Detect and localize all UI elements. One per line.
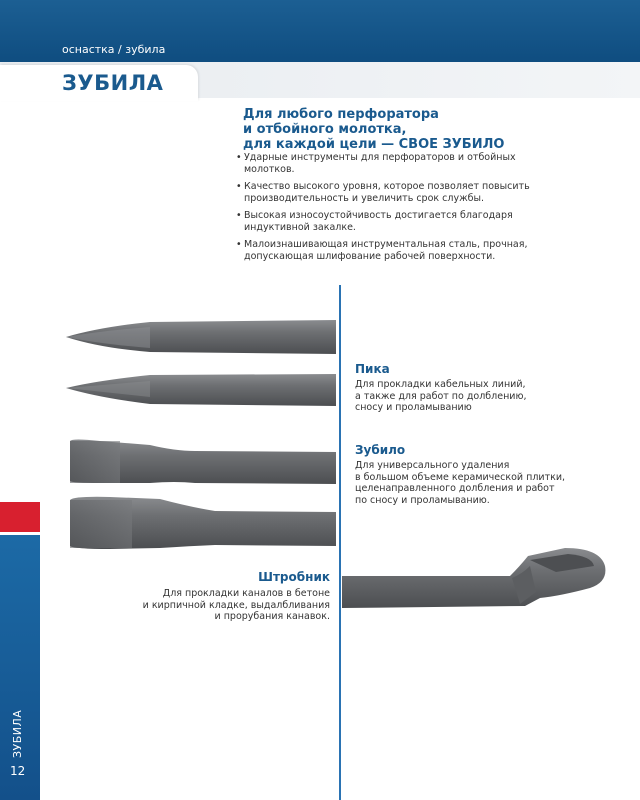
flat-chisel-illustration <box>70 440 336 485</box>
headline-line: Для любого перфоратора <box>243 107 439 122</box>
desc-line: Для прокладки каналов в бетоне <box>162 588 330 599</box>
tool-desc-zubilo <box>355 460 565 506</box>
desc-line: Для универсального удаления <box>355 460 510 471</box>
feature-item: • Малоизнашивающая инструментальная сталь, прочная, допускающая шлифование рабочей поверхности. <box>236 239 556 263</box>
pointed-chisel-illustration <box>66 320 336 354</box>
feature-item: • Высокая износоустойчивость достигается благодаря индуктивной закалке. <box>236 210 556 234</box>
desc-line: и кирпичной кладке, выдалбливания <box>142 599 330 611</box>
desc-line: в большом объеме керамической плитки, <box>355 471 566 483</box>
tool-desc-shtrobnik <box>130 588 330 623</box>
feature-item: • Качество высокого уровня, которое позволяет повысить производительность и увеличить срок службы. <box>236 181 556 205</box>
desc-line: и прорубания канавок. <box>214 611 330 622</box>
desc-line: а также для работ по долблению, <box>355 390 527 402</box>
headline-line: и отбойного молотка, <box>243 122 407 137</box>
tool-title-shtrobnik: Штробник <box>258 570 330 584</box>
channel-chisel-illustration <box>342 548 605 608</box>
tool-desc-pika <box>355 379 526 414</box>
desc-line: Для прокладки кабельных линий, <box>355 379 526 390</box>
page-title: ЗУБИЛА <box>62 71 164 95</box>
tool-title-zubilo: Зубило <box>355 443 406 457</box>
breadcrumb: оснастка / зубила <box>62 43 166 56</box>
headline-line: для каждой цели — СВОЕ ЗУБИЛО <box>243 137 505 152</box>
page-number: 12 <box>10 764 26 778</box>
wide-chisel-illustration <box>70 497 336 549</box>
desc-line: по сносу и проламыванию. <box>355 494 490 506</box>
side-section-label: ЗУБИЛА <box>11 709 24 758</box>
desc-line: целенаправленного долбления и работ <box>355 483 555 494</box>
tool-title-pika: Пика <box>355 362 390 376</box>
desc-line: сносу и проламыванию <box>355 402 472 413</box>
flat-point-chisel-illustration <box>66 374 336 406</box>
feature-item: • Ударные инструменты для перфораторов и отбойных молотков. <box>236 152 556 176</box>
